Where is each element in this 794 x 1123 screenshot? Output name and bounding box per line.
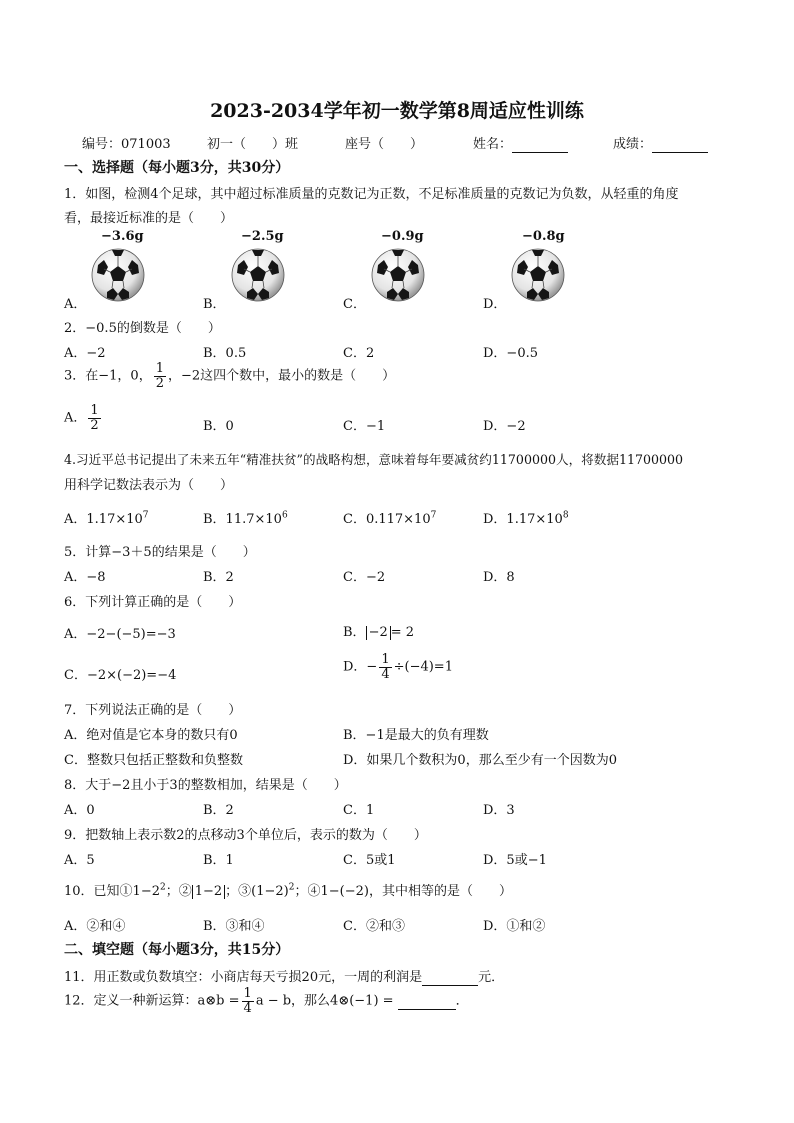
q7-option-b[interactable]: B．−1是最大的负有理数 — [343, 728, 489, 743]
weight-label-d: −0.8g — [522, 229, 565, 244]
q6-option-c[interactable]: C．−2×(−2)=−4 — [64, 668, 177, 683]
q8-option-a[interactable]: A．0 — [64, 803, 95, 818]
q7-option-d[interactable]: D．如果几个数积为0，那么至少有一个因数为0 — [343, 753, 617, 768]
name-blank — [512, 137, 568, 153]
question-4-line2: 用科学记数法表示为（ ） — [64, 478, 234, 493]
question-12: 12．定义一种新运算：a⊗b = $\frac{1}{4}$ a − b，那么4⊗(−1) = ． — [64, 986, 469, 1016]
question-11: 11．用正数或负数填空：小商店每天亏损20元，一周的利润是 元． — [64, 970, 505, 985]
q2-option-d[interactable]: D．−0.5 — [483, 346, 538, 361]
page-title: 2023-2034学年初一数学第8周适应性训练 — [210, 100, 584, 122]
q6-option-d[interactable]: D．− $\frac{1}{4}$ ÷(−4)=1 — [343, 652, 453, 682]
q10-option-c[interactable]: C．②和③ — [343, 919, 405, 934]
q9-option-d[interactable]: D．5或−1 — [483, 853, 547, 868]
weight-label-c: −0.9g — [381, 229, 424, 244]
q5-option-d[interactable]: D．8 — [483, 570, 515, 585]
q9-option-c[interactable]: C．5或1 — [343, 853, 396, 868]
serial-number: 编号：071003 — [82, 137, 171, 152]
question-7: 7．下列说法正确的是（ ） — [64, 703, 242, 718]
weight-label-a: −3.6g — [101, 229, 144, 244]
q10-option-d[interactable]: D．①和② — [483, 919, 546, 934]
answer-blank-12[interactable] — [398, 994, 456, 1010]
absolute-value-expression: 1−2 — [192, 885, 225, 899]
soccer-ball-image-b — [230, 247, 286, 303]
q10-option-b[interactable]: B．③和④ — [203, 919, 265, 934]
question-4-line1: 4.习近平总书记提出了未来五年“精准扶贫”的战略构想，意味着每年要减贫约11700000人，将数据11700000 — [64, 452, 684, 467]
q4-option-a[interactable]: A．$1.17\times 10^7$ — [64, 510, 149, 527]
question-6: 6．下列计算正确的是（ ） — [64, 595, 242, 610]
q6-option-b[interactable]: B． −2 = 2 — [343, 625, 415, 640]
question-8: 8．大于−2且小于3的整数相加，结果是（ ） — [64, 778, 347, 793]
q1-option-b[interactable]: B． — [203, 297, 226, 312]
q8-option-c[interactable]: C．1 — [343, 803, 375, 818]
absolute-value-expression: −2 — [366, 626, 391, 640]
q7-option-c[interactable]: C．整数只包括正整数和负整数 — [64, 753, 243, 768]
soccer-ball-image-d — [510, 247, 566, 303]
q3-option-d[interactable]: D．−2 — [483, 419, 526, 434]
weight-label-b: −2.5g — [241, 229, 284, 244]
q2-option-a[interactable]: A．−2 — [64, 346, 106, 361]
q5-option-b[interactable]: B．2 — [203, 570, 234, 585]
section-heading-choice: 一、选择题（每小题3分，共30分） — [64, 160, 290, 176]
question-9: 9．把数轴上表示数2的点移动3个单位后，表示的数为（ ） — [64, 828, 427, 843]
q2-option-c[interactable]: C．2 — [343, 346, 375, 361]
q7-option-a[interactable]: A．绝对值是它本身的数只有0 — [64, 728, 238, 743]
q5-option-a[interactable]: A．−8 — [64, 570, 106, 585]
soccer-ball-image-c — [370, 247, 426, 303]
q8-option-b[interactable]: B．2 — [203, 803, 234, 818]
q5-option-c[interactable]: C．−2 — [343, 570, 386, 585]
q4-option-b[interactable]: B．$11.7\times 10^6$ — [203, 510, 288, 527]
question-2: 2．−0.5的倒数是（ ） — [64, 321, 221, 336]
score-label: 成绩： — [613, 133, 708, 153]
q1-option-c[interactable]: C． — [343, 297, 366, 312]
score-blank — [652, 137, 708, 153]
q6-option-a[interactable]: A．−2−(−5)=−3 — [64, 627, 176, 642]
q1-option-d[interactable]: D． — [483, 297, 507, 312]
fraction-one-half: $\frac{1}{2}$ — [155, 361, 164, 391]
q3-option-a[interactable]: A． $\frac{1}{2}$ — [64, 403, 99, 433]
soccer-ball-image-a — [90, 247, 146, 303]
q4-option-c[interactable]: C．$0.117\times 10^7$ — [343, 510, 437, 527]
question-3: 3．在−1，0， $\frac{1}{2}$ ，−2这四个数中，最小的数是（ ） — [64, 361, 396, 391]
question-5: 5．计算−3＋5的结果是（ ） — [64, 545, 256, 560]
q10-option-a[interactable]: A．②和④ — [64, 919, 126, 934]
name-label: 姓名： — [473, 133, 568, 153]
q2-option-b[interactable]: B．0.5 — [203, 346, 247, 361]
q9-option-a[interactable]: A．5 — [64, 853, 95, 868]
q9-option-b[interactable]: B．1 — [203, 853, 234, 868]
q3-option-c[interactable]: C．−1 — [343, 419, 386, 434]
fraction-one-half-option: $\frac{1}{2}$ — [90, 403, 99, 433]
question-10: 10．已知$①1-2^2$；② 1−2 ；$③(1-2)^2$；④1−(−2)，其中相等的是（ ） — [64, 882, 512, 899]
q4-option-d[interactable]: D．$1.17\times 10^8$ — [483, 510, 569, 527]
q8-option-d[interactable]: D．3 — [483, 803, 515, 818]
seat-field: 座号（ ） — [345, 137, 424, 152]
question-1-line1: 1．如图，检测4个足球，其中超过标准质量的克数记为正数，不足标准质量的克数记为负数，从轻重的角度 — [64, 187, 679, 202]
fraction-one-quarter: $\frac{1}{4}$ — [381, 652, 390, 682]
question-1-line2: 看，最接近标准的是（ ） — [64, 211, 234, 226]
fraction-one-quarter-q12: $\frac{1}{4}$ — [243, 986, 252, 1016]
answer-blank-11[interactable] — [422, 970, 478, 986]
q3-option-b[interactable]: B．0 — [203, 419, 234, 434]
q1-option-a[interactable]: A． — [64, 297, 87, 312]
section-heading-fill-blank: 二、填空题（每小题3分，共15分） — [64, 942, 290, 958]
class-field: 初一（ ）班 — [207, 137, 299, 152]
